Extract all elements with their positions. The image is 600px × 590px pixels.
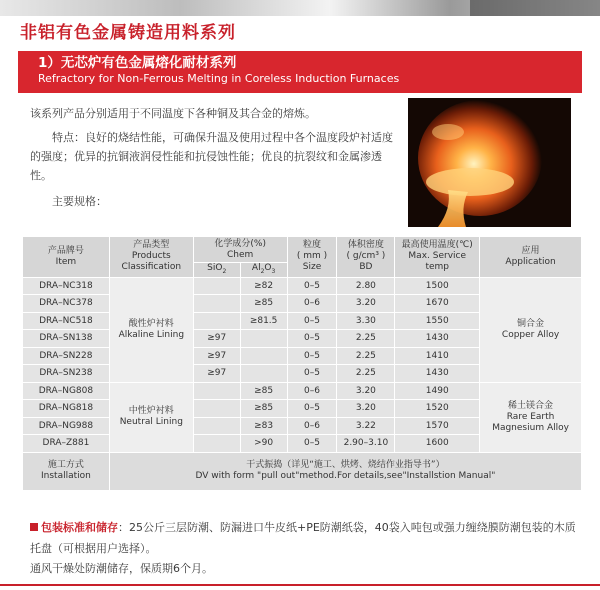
cell-sio2: ≥97 bbox=[193, 365, 240, 383]
intro-features: 特点：良好的烧结性能，可确保升温及使用过程中各个温度段炉衬适度的强度；优异的抗铜液润侵性能和抗侵蚀性能；优良的抗裂纹和金属渗透性。 bbox=[30, 131, 393, 182]
packaging-text: ：25公斤三层防潮、防漏进口牛皮纸+PE防潮纸袋，40袋入吨包或强力缠绕膜防潮包装的木质托盘（可根据用户选择）。 bbox=[30, 521, 576, 555]
cell-al2o3 bbox=[240, 365, 287, 383]
cell-size: 0–5 bbox=[287, 312, 337, 330]
installation-label bbox=[23, 452, 110, 490]
packaging-info bbox=[30, 517, 578, 559]
section-title-en: Refractory for Non-Ferrous Melting in Coreless Induction Furnaces bbox=[38, 72, 400, 85]
installation-cn: 干式振捣（详见“施工、烘烤、烧结作业指导书”） bbox=[246, 460, 445, 471]
cell-temp: 1550 bbox=[395, 312, 480, 330]
cell-sio2 bbox=[193, 382, 240, 400]
cell-temp: 1430 bbox=[395, 330, 480, 348]
cell-bd: 2.25 bbox=[337, 330, 395, 348]
spec-label: 主要规格： bbox=[52, 195, 107, 208]
cell-size: 0–5 bbox=[287, 365, 337, 383]
top-banner-photo bbox=[0, 0, 600, 16]
cell-bd: 3.20 bbox=[337, 382, 395, 400]
group-neutral-line: Neutral Lining bbox=[119, 417, 183, 428]
cell-sio2 bbox=[193, 417, 240, 435]
cell-bd: 3.20 bbox=[337, 400, 395, 418]
cell-item: DRA–NG818 bbox=[23, 400, 110, 418]
cell-al2o3: ≥82 bbox=[240, 277, 287, 295]
cell-sio2: ≥97 bbox=[193, 330, 240, 348]
cell-temp: 1600 bbox=[395, 435, 480, 453]
cell-temp: 1410 bbox=[395, 347, 480, 365]
cell-temp: 1670 bbox=[395, 295, 480, 313]
intro-usage: 该系列产品分别适用于不同温度下各种铜及其合金的熔炼。 bbox=[30, 107, 316, 120]
section-header bbox=[18, 51, 582, 93]
cell-size: 0–5 bbox=[287, 400, 337, 418]
installation-label-en: Installation bbox=[41, 471, 91, 482]
cell-bd: 3.22 bbox=[337, 417, 395, 435]
cell-bd: 3.30 bbox=[337, 312, 395, 330]
cell-item: DRA–NC378 bbox=[23, 295, 110, 313]
cell-size: 0–6 bbox=[287, 417, 337, 435]
app-copper-line: Copper Alloy bbox=[501, 329, 560, 340]
installation-en: DV with form "pull out"method.For details,see"Installstion Manual" bbox=[195, 471, 496, 482]
cell-item: DRA–Z881 bbox=[23, 435, 110, 453]
header-al2o3: $Al_2O_3$ bbox=[240, 263, 287, 278]
app-copper bbox=[480, 277, 582, 382]
installation-row bbox=[23, 452, 582, 490]
group-alkaline bbox=[109, 277, 193, 382]
bottom-divider bbox=[0, 584, 600, 586]
app-rare-earth-line: Magnesium Alloy bbox=[492, 422, 569, 433]
installation-label-cn: 施工方式 bbox=[47, 460, 84, 471]
cell-temp: 1490 bbox=[395, 382, 480, 400]
cell-sio2 bbox=[193, 312, 240, 330]
bullet-square-icon bbox=[30, 523, 38, 531]
header-classification: 产品类型 Products Classification bbox=[109, 237, 193, 278]
cell-item: DRA–NG988 bbox=[23, 417, 110, 435]
app-rare-earth bbox=[480, 382, 582, 452]
header-bd: 体积密度 ( g/cm³ ) BD bbox=[337, 237, 395, 278]
app-rare-earth-line: 稀土镁合金 bbox=[508, 400, 554, 411]
cell-al2o3 bbox=[240, 347, 287, 365]
banner-shade bbox=[470, 0, 600, 16]
table-row bbox=[23, 382, 582, 400]
cell-bd: 2.25 bbox=[337, 365, 395, 383]
cell-item: DRA–SN228 bbox=[23, 347, 110, 365]
cell-item: DRA–NC518 bbox=[23, 312, 110, 330]
header-chem: 化学成分(%) Chem bbox=[193, 237, 287, 263]
cell-size: 0–5 bbox=[287, 347, 337, 365]
cell-size: 0–6 bbox=[287, 382, 337, 400]
packaging-head: 包装标准和储存 bbox=[41, 521, 118, 534]
cell-temp: 1500 bbox=[395, 277, 480, 295]
cell-al2o3: ≥85 bbox=[240, 400, 287, 418]
molten-metal-photo bbox=[408, 98, 571, 227]
cell-al2o3: >90 bbox=[240, 435, 287, 453]
cell-temp: 1430 bbox=[395, 365, 480, 383]
cell-size: 0–5 bbox=[287, 277, 337, 295]
cell-sio2 bbox=[193, 295, 240, 313]
cell-item: DRA–NG808 bbox=[23, 382, 110, 400]
cell-bd: 2.80 bbox=[337, 277, 395, 295]
group-alkaline-line: 酸性炉衬料 bbox=[128, 318, 174, 329]
page-title: 非铝有色金属铸造用料系列 bbox=[20, 23, 236, 43]
header-sio2: SiO$_2$ bbox=[193, 263, 240, 278]
cell-sio2: ≥97 bbox=[193, 347, 240, 365]
cell-sio2 bbox=[193, 400, 240, 418]
group-neutral-line: 中性炉衬料 bbox=[128, 406, 174, 417]
cell-temp: 1520 bbox=[395, 400, 480, 418]
app-copper-line: 铜合金 bbox=[517, 318, 545, 329]
cell-al2o3: ≥81.5 bbox=[240, 312, 287, 330]
table-row bbox=[23, 277, 582, 295]
cell-bd: 2.25 bbox=[337, 347, 395, 365]
spec-table bbox=[22, 236, 582, 491]
cell-size: 0–6 bbox=[287, 295, 337, 313]
group-alkaline-line: Alkaline Lining bbox=[118, 329, 185, 340]
installation-method bbox=[109, 452, 581, 490]
cell-al2o3: ≥83 bbox=[240, 417, 287, 435]
storage-info: 通风干燥处防潮储存，保质期6个月。 bbox=[30, 562, 213, 575]
cell-item: DRA–SN138 bbox=[23, 330, 110, 348]
header-size: 粒度 ( mm ) Size bbox=[287, 237, 337, 278]
cell-item: DRA–SN238 bbox=[23, 365, 110, 383]
header-application: 应用 Application bbox=[480, 237, 582, 278]
cell-bd: 2.90–3.10 bbox=[337, 435, 395, 453]
group-neutral bbox=[109, 382, 193, 452]
cell-size: 0–5 bbox=[287, 330, 337, 348]
section-title-cn: 1）无芯炉有色金属熔化耐材系列 bbox=[38, 55, 237, 71]
cell-al2o3: ≥85 bbox=[240, 295, 287, 313]
header-temp: 最高使用温度(℃) Max. Service temp bbox=[395, 237, 480, 278]
header-item: 产品牌号 Item bbox=[23, 237, 110, 278]
app-rare-earth-line: Rare Earth bbox=[506, 411, 555, 422]
cell-size: 0–5 bbox=[287, 435, 337, 453]
cell-bd: 3.20 bbox=[337, 295, 395, 313]
cell-temp: 1570 bbox=[395, 417, 480, 435]
cell-sio2 bbox=[193, 435, 240, 453]
cell-al2o3: ≥85 bbox=[240, 382, 287, 400]
cell-al2o3 bbox=[240, 330, 287, 348]
cell-item: DRA–NC318 bbox=[23, 277, 110, 295]
cell-sio2 bbox=[193, 277, 240, 295]
